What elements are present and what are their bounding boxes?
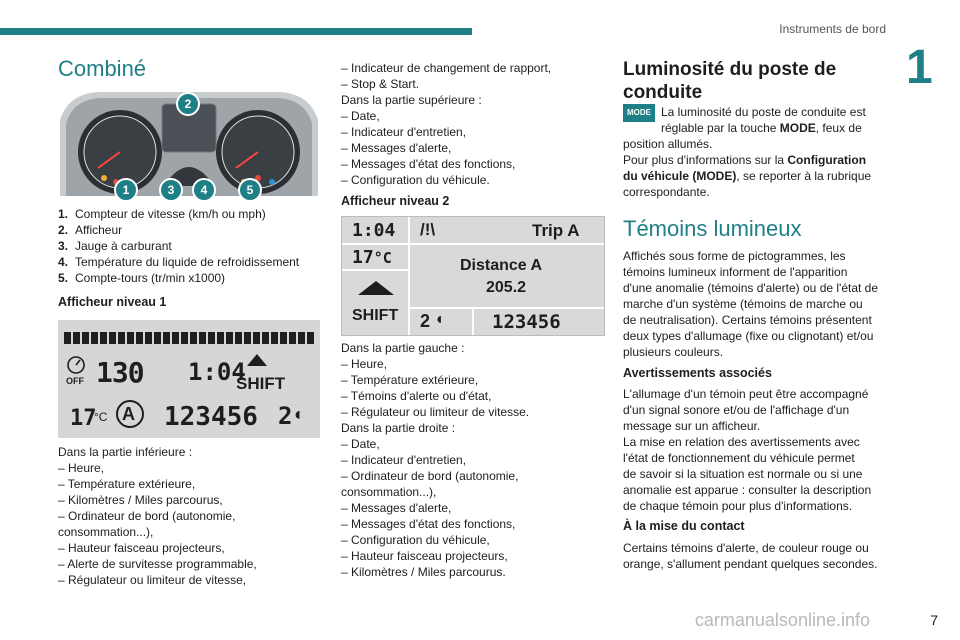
level2-odo: 123456 bbox=[492, 311, 561, 333]
combine-title: Combiné bbox=[58, 56, 147, 81]
col2-top-text bbox=[341, 60, 603, 188]
list-item: – Ordinateur de bord (autonomie, consommation...), bbox=[341, 469, 519, 499]
level2-intro-right: Dans la partie droite : bbox=[341, 421, 456, 435]
list-item: – Heure, bbox=[58, 461, 105, 475]
list-item: – Hauteur faisceau projecteurs, bbox=[58, 541, 225, 555]
contact-line: orange, s'allument pendant quelques secondes. bbox=[623, 557, 878, 571]
list-item: – Hauteur faisceau projecteurs, bbox=[341, 549, 508, 563]
divider bbox=[408, 307, 604, 309]
list-item: – Messages d'alerte, bbox=[341, 501, 452, 515]
temoins-line: de neutralisation). Certains témoins présentent bbox=[623, 313, 872, 327]
level1-title: Afficheur niveau 1 bbox=[58, 295, 167, 309]
contact-line: Certains témoins d'alerte, de couleur rouge ou bbox=[623, 541, 869, 555]
list-item: – Température extérieure, bbox=[341, 373, 479, 387]
list-item: 2. Afficheur bbox=[58, 223, 123, 237]
level1-time: 1:04 bbox=[188, 358, 246, 386]
luminosite-line5: du véhicule (MODE), se reporter à la rubrique bbox=[623, 169, 872, 183]
callout-2: 2 bbox=[176, 92, 200, 116]
list-item: – Date, bbox=[341, 437, 380, 451]
assoc-line: d'un signal sonore et/ou de l'affichage d'un bbox=[623, 403, 850, 417]
assoc-line: message sur un afficheur. bbox=[623, 419, 761, 433]
level1-intro: Dans la partie inférieure : bbox=[58, 445, 193, 459]
headlamp-icon: ◐ bbox=[294, 404, 305, 424]
list-item: – Indicateur d'entretien, bbox=[341, 125, 467, 139]
list-item: – Configuration du véhicule, bbox=[341, 533, 490, 547]
assoc-line: La mise en relation des avertissements avec bbox=[623, 435, 860, 449]
list-item: – Messages d'état des fonctions, bbox=[341, 517, 516, 531]
list-item: – Indicateur de changement de rapport, bbox=[341, 61, 552, 75]
temoins-line: deux types d'allumage (fixe ou clignotant) et/ou bbox=[623, 329, 874, 343]
divider bbox=[342, 269, 408, 271]
warning-icon: /!\ bbox=[420, 220, 436, 239]
level1-shift: SHIFT bbox=[236, 374, 286, 393]
list-item: – Kilomètres / Miles parcourus, bbox=[58, 493, 223, 507]
temoins-line: témoins lumineux informent de l'apparition bbox=[623, 265, 848, 279]
list-item: – Messages d'alerte, bbox=[341, 141, 452, 155]
assoc-line: de savoir si la situation est normale ou si une bbox=[623, 467, 863, 481]
list-item: – Configuration du véhicule. bbox=[341, 173, 490, 187]
level2-shift: SHIFT bbox=[352, 307, 399, 324]
level1-speed: 130 bbox=[96, 356, 144, 389]
list-item: – Heure, bbox=[341, 357, 388, 371]
list-item: 3. Jauge à carburant bbox=[58, 239, 172, 253]
watermark: carmanualsonline.info bbox=[694, 610, 870, 630]
level2-temp: 17°C bbox=[352, 247, 392, 268]
level2-text bbox=[341, 340, 603, 580]
callout-3: 3 bbox=[159, 178, 183, 202]
level1-off: OFF bbox=[66, 376, 84, 386]
assoc-line: anomalie est apparue : consulter la description bbox=[623, 483, 872, 497]
mode-badge-icon: MODE bbox=[623, 104, 655, 122]
list-item: 1. Compteur de vitesse (km/h ou mph) bbox=[58, 207, 266, 221]
level2-title: Afficheur niveau 2 bbox=[341, 194, 450, 208]
level2-time: 1:04 bbox=[352, 220, 396, 241]
callout-1: 1 bbox=[114, 178, 138, 202]
chapter-number: 1 bbox=[906, 41, 933, 94]
list-item: 4. Température du liquide de refroidissement bbox=[58, 255, 300, 269]
assoc-line: l'état de fonctionnement du véhicule permet bbox=[623, 451, 855, 465]
level1-unit: °C bbox=[94, 410, 108, 424]
list-item: – Régulateur ou limiteur de vitesse, bbox=[58, 573, 247, 587]
list-item: – Messages d'état des fonctions, bbox=[341, 157, 516, 171]
callout-5: 5 bbox=[238, 178, 262, 202]
level1-text bbox=[58, 444, 320, 588]
list-item: – Témoins d'alerte ou d'état, bbox=[341, 389, 492, 403]
headlamp-level-icon: ◐ bbox=[436, 311, 446, 328]
level2-distance-value: 205.2 bbox=[486, 279, 527, 296]
level1-odo: 123456 bbox=[164, 402, 258, 432]
luminosite-title: Luminosité du poste de conduite bbox=[623, 59, 837, 103]
cruise-icon: A bbox=[122, 404, 135, 424]
combine-list bbox=[58, 206, 320, 286]
temoins-line: marche d'un système (témoins de marche ou bbox=[623, 297, 863, 311]
luminosite-line3: position allumés. bbox=[623, 137, 713, 151]
contact-text bbox=[623, 540, 885, 572]
temoins-title: Témoins lumineux bbox=[623, 216, 802, 241]
contact-title: À la mise du contact bbox=[623, 519, 745, 533]
list-item: – Stop & Start. bbox=[341, 77, 420, 91]
luminosite-text bbox=[623, 104, 885, 200]
list-item: 5. Compte-tours (tr/min x1000) bbox=[58, 271, 226, 285]
page-number: 7 bbox=[930, 612, 938, 628]
luminosite-line6: correspondante. bbox=[623, 185, 710, 199]
assoc-text bbox=[623, 386, 885, 514]
list-item: – Ordinateur de bord (autonomie, consommation...), bbox=[58, 509, 236, 539]
luminosite-line4: Pour plus d'informations sur la Configuration bbox=[623, 153, 867, 167]
level1-temp: 17 bbox=[70, 406, 97, 431]
level1-display bbox=[58, 320, 320, 438]
callout-4: 4 bbox=[192, 178, 216, 202]
assoc-line: de chaque témoin pour plus d'informations. bbox=[623, 499, 853, 513]
temoins-line: Affichés sous forme de pictogrammes, les bbox=[623, 249, 846, 263]
section-title: Instruments de bord bbox=[779, 22, 886, 36]
shift-arrow-icon bbox=[356, 279, 396, 295]
divider bbox=[472, 307, 474, 335]
list-item: – Indicateur d'entretien, bbox=[341, 453, 467, 467]
level2-intro-left: Dans la partie gauche : bbox=[341, 341, 465, 355]
list-item: – Alerte de survitesse programmable, bbox=[58, 557, 257, 571]
divider bbox=[408, 217, 410, 335]
list-item: – Date, bbox=[341, 109, 380, 123]
list-item: – Régulateur ou limiteur de vitesse. bbox=[341, 405, 530, 419]
list-item: – Température extérieure, bbox=[58, 477, 196, 491]
header-bar bbox=[0, 28, 472, 35]
luminosite-line2: réglable par la touche MODE, feux de bbox=[661, 121, 862, 135]
level2-distance: Distance A bbox=[460, 257, 543, 274]
list-item: – Kilomètres / Miles parcourus. bbox=[341, 565, 506, 579]
level2-gear: 2 bbox=[420, 311, 431, 331]
instrument-cluster-illustration bbox=[58, 90, 320, 198]
level1-gear: 2 bbox=[278, 402, 293, 430]
assoc-line: L'allumage d'un témoin peut être accompagné bbox=[623, 387, 869, 401]
temoins-line: d'une anomalie (témoins d'alerte) ou de l'état de bbox=[623, 281, 879, 295]
col2-intro: Dans la partie supérieure : bbox=[341, 93, 482, 107]
level2-display bbox=[341, 216, 605, 336]
assoc-title: Avertissements associés bbox=[623, 366, 772, 380]
luminosite-line1: La luminosité du poste de conduite est bbox=[661, 105, 866, 119]
temoins-text bbox=[623, 248, 885, 360]
divider bbox=[342, 243, 604, 245]
temoins-line: plusieurs couleurs. bbox=[623, 345, 724, 359]
level2-trip: Trip A bbox=[532, 221, 580, 240]
